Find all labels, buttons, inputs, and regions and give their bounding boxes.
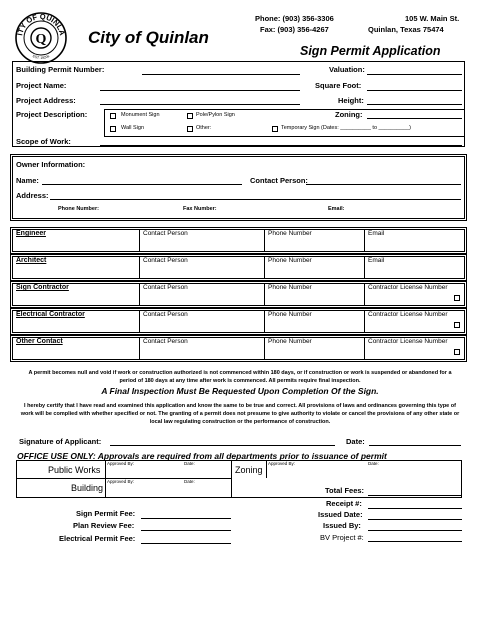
contact-person-cell: Contact Person — [143, 230, 188, 237]
issued-by-label: Issued By: — [323, 521, 361, 530]
contact-col-divider — [364, 229, 365, 252]
owner-information-label: Owner Information: — [16, 160, 86, 169]
valuation-label: Valuation: — [329, 65, 365, 74]
square-foot-field[interactable] — [367, 90, 462, 91]
issued-date-label: Issued Date: — [318, 510, 363, 519]
project-description-label: Project Description: — [16, 110, 88, 119]
contact-row — [12, 256, 465, 279]
wall-sign-checkbox[interactable] — [110, 126, 116, 132]
monument-sign-label: Monument Sign — [121, 112, 160, 118]
project-name-field[interactable] — [100, 90, 300, 91]
contact-col-divider — [139, 283, 140, 306]
contact-role-label: Sign Contractor — [16, 284, 69, 291]
pole-pylon-sign-checkbox[interactable] — [187, 113, 193, 119]
receipt-field[interactable] — [368, 508, 462, 509]
valuation-field[interactable] — [367, 74, 462, 75]
total-fees-label: Total Fees: — [325, 486, 365, 495]
owner-email-label: Email: — [328, 206, 345, 212]
contact-col-divider — [364, 310, 365, 333]
license-checkbox[interactable] — [454, 322, 460, 328]
sign-permit-fee-field[interactable] — [141, 518, 231, 519]
wall-sign-label: Wall Sign — [121, 125, 145, 131]
contact-person-label: Contact Person: — [250, 176, 308, 185]
city-title: City of Quinlan — [88, 28, 209, 47]
pole-pylon-sign-label: Pole/Pylon Sign — [196, 112, 235, 118]
contact-email-license-cell: Email — [368, 257, 385, 264]
electrical-permit-fee-field[interactable] — [141, 543, 231, 544]
scope-of-work-label: Scope of Work: — [16, 137, 71, 146]
office-col-divider-2 — [231, 460, 232, 498]
phone-text: Phone: (903) 356-3306 — [255, 14, 334, 23]
public-works-label: Public Works — [48, 465, 101, 475]
contact-col-divider — [264, 256, 265, 279]
contact-email-license-cell: Email — [368, 230, 385, 237]
scope-of-work-field[interactable] — [100, 145, 462, 146]
contact-person-cell: Contact Person — [143, 257, 188, 264]
contact-col-divider — [139, 310, 140, 333]
zoning-dept-label: Zoning — [235, 465, 263, 475]
public-works-approved-by: Approved By: — [107, 461, 135, 466]
zoning-label: Zoning: — [335, 110, 363, 119]
seal-icon — [15, 12, 67, 64]
building-permit-number-label: Building Permit Number: — [16, 65, 105, 74]
contact-person-cell: Contact Person — [143, 311, 188, 318]
contact-col-divider — [264, 310, 265, 333]
contact-phone-cell: Phone Number — [268, 284, 312, 291]
other-sign-checkbox[interactable] — [187, 126, 193, 132]
contact-col-divider — [264, 283, 265, 306]
temporary-sign-label: Temporary Sign (Dates: __________ to __________) — [281, 125, 411, 131]
certification-statement: I hereby certify that I have read and examined this application and know the same to be true and correct. All provisions of laws and ordinances governing this type of work will be complied with whether specified or not. The granting of a permit does not presume to give authority to violate or cancel the provisions of any other state or local law regulating construction or the performance of construction. — [20, 403, 460, 425]
project-name-label: Project Name: — [16, 81, 67, 90]
contact-col-divider — [139, 337, 140, 360]
owner-address-field[interactable] — [50, 199, 461, 200]
building-approved-by: Approved By: — [107, 479, 135, 484]
contact-phone-cell: Phone Number — [268, 257, 312, 264]
address-line-1: 105 W. Main St. — [405, 14, 460, 23]
signature-applicant-field[interactable] — [110, 445, 335, 446]
contact-col-divider — [264, 337, 265, 360]
issued-by-field[interactable] — [368, 530, 462, 531]
contact-col-divider — [364, 256, 365, 279]
signature-applicant-label: Signature of Applicant: — [19, 437, 102, 446]
contact-phone-cell: Phone Number — [268, 338, 312, 345]
office-use-heading: OFFICE USE ONLY: Approvals are required from all departments prior to issuance of permit — [17, 451, 387, 461]
contact-col-divider — [139, 229, 140, 252]
city-seal — [15, 12, 67, 64]
contact-role-label: Engineer — [16, 230, 46, 237]
office-col-divider-3 — [266, 460, 267, 478]
monument-sign-checkbox[interactable] — [110, 113, 116, 119]
null-void-notice: A permit becomes null and void if work or construction authorized is not commenced within 180 days, or if construction or work is suspended or abandoned for a period of 180 days at any time after work is commenced. All permits require final inspection. — [28, 370, 452, 384]
total-fees-field[interactable] — [368, 495, 462, 496]
bv-project-label: BV Project #: — [320, 533, 364, 542]
seal-letter: Q — [35, 32, 47, 47]
contact-email-license-cell: Contractor License Number — [368, 284, 448, 291]
contact-person-cell: Contact Person — [143, 338, 188, 345]
signature-date-label: Date: — [346, 437, 365, 446]
owner-address-label: Address: — [16, 191, 49, 200]
contact-email-license-cell: Contractor License Number — [368, 338, 448, 345]
bv-project-field[interactable] — [368, 541, 462, 542]
public-works-date: Date: — [184, 461, 195, 466]
final-inspection-notice: A Final Inspection Must Be Requested Upon Completion Of the Sign. — [101, 386, 379, 396]
building-label: Building — [71, 483, 104, 493]
contact-col-divider — [364, 337, 365, 360]
owner-name-label: Name: — [16, 176, 39, 185]
zoning-date: Date: — [368, 461, 379, 466]
owner-phone-label: Phone Number: — [58, 206, 99, 212]
contact-email-license-cell: Contractor License Number — [368, 311, 448, 318]
license-checkbox[interactable] — [454, 295, 460, 301]
receipt-label: Receipt #: — [326, 499, 362, 508]
issued-date-field[interactable] — [368, 519, 462, 520]
building-permit-number-field[interactable] — [142, 74, 300, 75]
contact-col-divider — [139, 256, 140, 279]
contact-role-label: Electrical Contractor — [16, 311, 85, 318]
building-date: Date: — [184, 479, 195, 484]
contact-person-field[interactable] — [306, 184, 461, 185]
temporary-sign-checkbox[interactable] — [272, 126, 278, 132]
sign-permit-fee-label: Sign Permit Fee: — [76, 509, 136, 518]
office-col-divider-1 — [105, 460, 106, 498]
contact-row — [12, 229, 465, 252]
contact-col-divider — [264, 229, 265, 252]
project-address-field[interactable] — [100, 104, 300, 105]
seal-top-text: ITY OF QUINLA — [15, 12, 67, 37]
address-line-2: Quinlan, Texas 75474 — [368, 25, 444, 34]
contact-person-cell: Contact Person — [143, 284, 188, 291]
other-sign-label: Other: — [196, 125, 212, 131]
height-field[interactable] — [367, 104, 462, 105]
contact-role-label: Other Contact — [16, 338, 63, 345]
project-address-label: Project Address: — [16, 96, 76, 105]
plan-review-fee-field[interactable] — [141, 530, 231, 531]
contact-col-divider — [364, 283, 365, 306]
square-foot-label: Square Foot: — [315, 81, 362, 90]
form-title: Sign Permit Application — [300, 44, 441, 58]
license-checkbox[interactable] — [454, 349, 460, 355]
height-label: Height: — [338, 96, 364, 105]
signature-date-field[interactable] — [369, 445, 461, 446]
owner-name-field[interactable] — [42, 184, 242, 185]
plan-review-fee-label: Plan Review Fee: — [73, 521, 135, 530]
contact-role-label: Architect — [16, 257, 47, 264]
seal-bottom-text: EST. 1920s — [31, 54, 51, 61]
zoning-approved-by: Approved By: — [268, 461, 296, 466]
contact-phone-cell: Phone Number — [268, 230, 312, 237]
electrical-permit-fee-label: Electrical Permit Fee: — [59, 534, 136, 543]
contact-phone-cell: Phone Number — [268, 311, 312, 318]
fax-text: Fax: (903) 356-4267 — [260, 25, 329, 34]
owner-fax-label: Fax Number: — [183, 206, 217, 212]
